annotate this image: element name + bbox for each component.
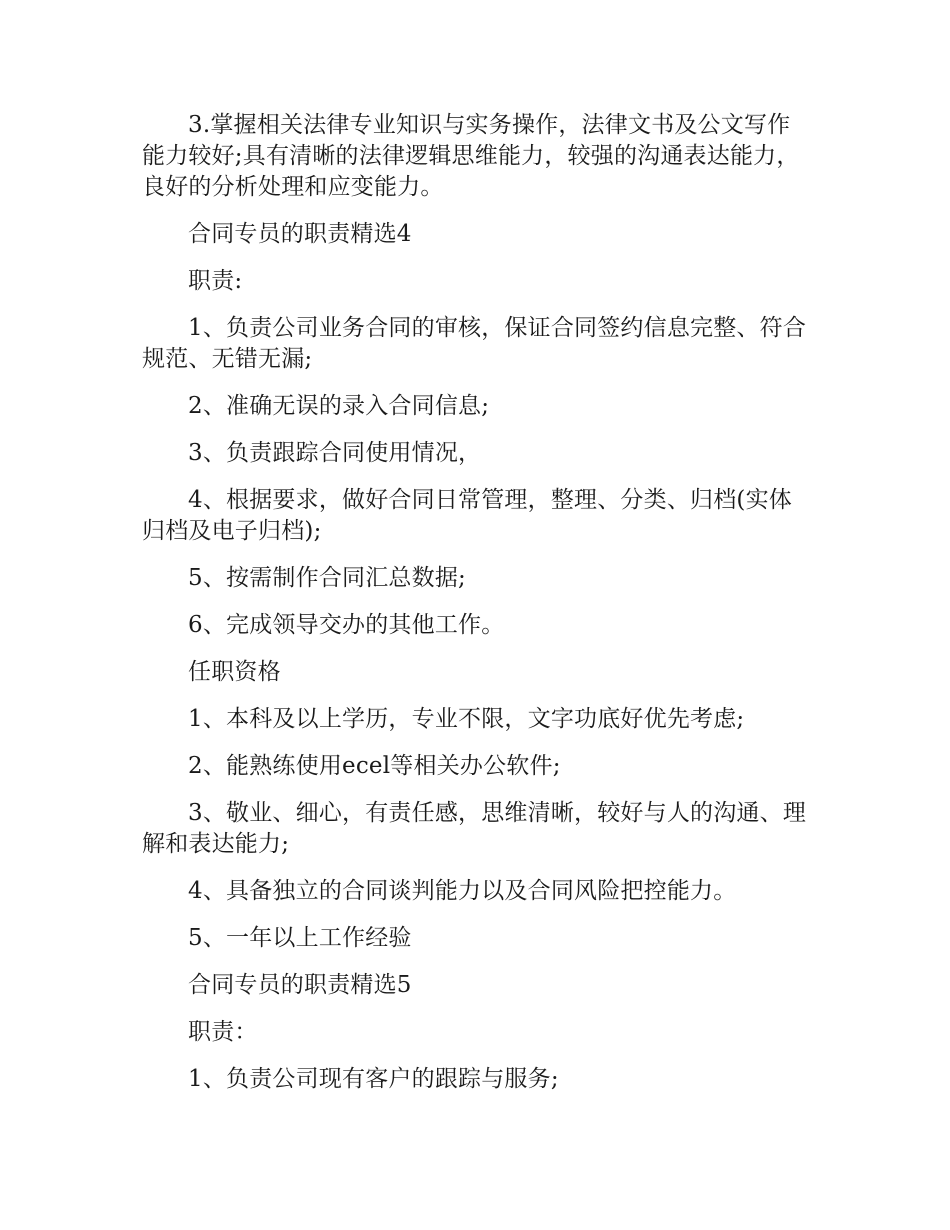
duty-item-5-1: 1、负责公司现有客户的跟踪与服务; xyxy=(188,1066,559,1092)
qualification-item-4: 4、具备独立的合同谈判能力以及合同风险把控能力。 xyxy=(188,878,737,904)
duty-item-4: 4、根据要求，做好合同日常管理，整理、分类、归档(实体归档及电子归档); xyxy=(142,487,793,544)
duty-item-1: 1、负责公司业务合同的审核，保证合同签约信息完整、符合规范、无错无漏; xyxy=(142,315,807,372)
qualifications-label: 任职资格 xyxy=(188,659,281,685)
qualification-item-2: 2、能熟练使用ecel等相关办公软件; xyxy=(188,753,561,779)
duty-item-5: 5、按需制作合同汇总数据; xyxy=(188,565,466,591)
duties-label-5: 职责： xyxy=(188,1019,258,1045)
section-heading-5: 合同专员的职责精选5 xyxy=(188,972,412,998)
section-heading-4: 合同专员的职责精选4 xyxy=(188,221,412,247)
duty-item-2: 2、准确无误的录入合同信息; xyxy=(188,393,490,419)
qualification-item-3: 3、敬业、细心，有责任感，思维清晰，较好与人的沟通、理解和表达能力; xyxy=(142,800,807,857)
duties-label: 职责: xyxy=(188,268,243,294)
paragraph-qualification-3: 3.掌握相关法律专业知识与实务操作，法律文书及公文写作能力较好;具有清晰的法律逻辑思维能力，较强的沟通表达能力，良好的分析处理和应变能力。 xyxy=(142,112,800,200)
qualification-item-5: 5、一年以上工作经验 xyxy=(188,925,412,951)
duty-item-3: 3、负责跟踪合同使用情况， xyxy=(188,440,482,466)
duty-item-6: 6、完成领导交办的其他工作。 xyxy=(188,612,505,638)
qualification-item-1: 1、本科及以上学历，专业不限，文字功底好优先考虑; xyxy=(188,706,745,732)
